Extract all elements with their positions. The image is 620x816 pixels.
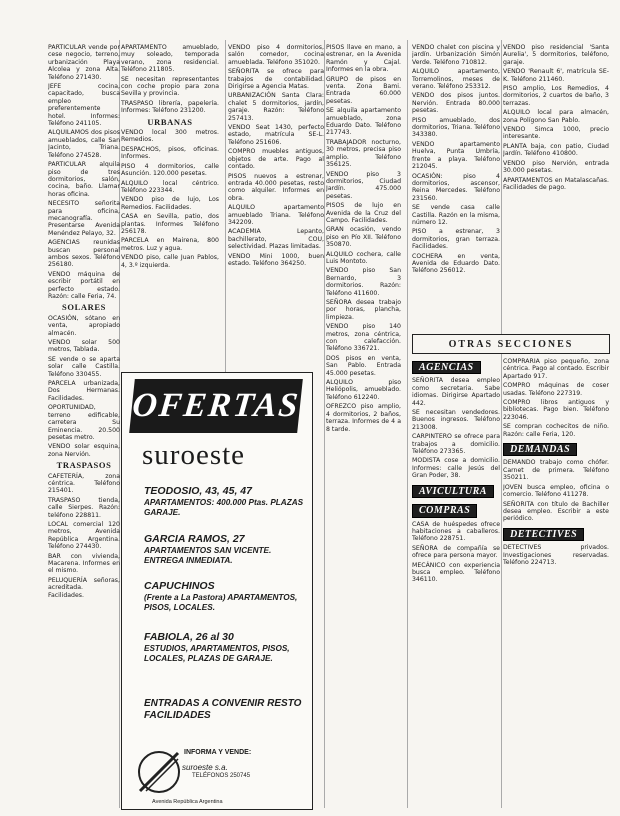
classified-ad: VENDO piso de lujo, Los Remedios. Facilidades. — [121, 196, 219, 211]
ad-description: (Frente a La Pastora) APARTAMENTOS, PISOS, LOCALES. — [144, 593, 298, 612]
classified-ad: ALQUILO local céntrico. Teléfono 223344. — [121, 179, 219, 194]
classified-ad: VENDO 'Renault 6', matrícula SE-K. Teléfono 211460. — [503, 68, 609, 83]
badge-compras: COMPRAS — [412, 504, 477, 517]
classified-ad: VENDO piso 4 dormitorios, salón comedor, cocina amueblada. Teléfono 351020. — [228, 44, 324, 66]
column-rule — [407, 40, 408, 808]
classified-ad: SEÑORA de compañía se ofrece para persona mayor. — [412, 544, 500, 560]
classified-ad: CASA de huéspedes ofrece habitaciones a caballeros. Teléfono 228751. — [412, 520, 500, 543]
classified-ad: SE necesitan representantes con coche propio para zona Sevilla y provincia. — [121, 75, 219, 98]
section-urbanas: URBANAS — [147, 116, 193, 127]
badge-agencias: AGENCIAS — [412, 361, 481, 374]
ad-brand: suroeste — [142, 439, 246, 471]
classified-ad: JOVEN busca empleo, oficina o comercio. Teléfono 411278. — [503, 483, 609, 499]
classified-ad: VENDO solar esquina, zona Nervión. — [48, 443, 120, 458]
column-5-lower — [412, 358, 500, 810]
ad-headline: OFERTAS — [129, 379, 303, 433]
classified-ad: PARTICULAR alquila piso de tres dormitorios, salón, cocina, baño. Llamar horas oficina. — [48, 161, 120, 198]
classified-ad: CAFETERÍA, zona céntrica. Teléfono 215401. — [48, 472, 120, 495]
classified-ad: ALQUILO local para almacén, zona Polígono San Pablo. — [503, 109, 609, 124]
classified-ad: CASA en Sevilla, patio, dos plantas. Informes Teléfono 256178. — [121, 213, 219, 235]
classified-ad: PARCELA en Mairena, 800 metros. Luz y agua. — [121, 237, 219, 252]
classified-ad: SEÑORA desea trabajo por horas, plancha, limpieza. — [326, 299, 401, 321]
ad-address: GARCIA RAMOS, 27 — [144, 533, 245, 545]
classified-ad: DESPACHOS, pisos, oficinas. Informes. — [121, 145, 219, 161]
classified-ad: JEFE cocina, capacitado, busca empleo preferentemente hotel. Informes: Teléfono 241105. — [48, 83, 120, 128]
classified-ad: APARTAMENTOS en Matalascañas. Facilidades de pago. — [503, 176, 609, 191]
classified-ad: SEÑORITA se ofrece para trabajos de contabilidad. Dirigirse a Agencia Matas. — [228, 68, 324, 91]
classified-ad: DETECTIVES privados. Investigaciones reservadas. Teléfono 224713. — [503, 544, 609, 566]
classified-ad: ALQUILO apartamento amueblado Triana. Teléfono 342209. — [228, 204, 324, 226]
classified-ad: MODISTA cose a domicilio. Informes: calle Jesús del Gran Poder, 38. — [412, 457, 500, 480]
classified-ad: VENDO Simca 1000, precio interesante. — [503, 126, 609, 141]
classified-ad: PARCELA urbanizada, Dos Hermanas. Facilidades. — [48, 380, 120, 402]
classified-ad: TRASPASO librería, papelería. Informes: Teléfono 231200. — [121, 99, 219, 115]
column-1 — [48, 44, 120, 810]
ad-phone: TELÉFONOS 250745 — [192, 773, 251, 779]
classified-ad: PISO 4 dormitorios, calle Asunción. 120.000 pesetas. — [121, 162, 219, 178]
classified-ad: SE necesitan vendedores. Buenos ingresos. Teléfono 213008. — [412, 409, 500, 431]
classified-ad: LOCAL comercial 120 metros, Avenida República Argentina. Teléfono 274430. — [48, 520, 120, 551]
classified-ad: SE alquila apartamento amueblado, zona Eduardo Dato. Teléfono 217743. — [326, 107, 401, 137]
classified-ad: PISO amplio, Los Remedios, 4 dormitorios, 2 cuartos de baño, 3 terrazas. — [503, 85, 609, 107]
ad-description: APARTAMENTOS: 400.000 Ptas. PLAZAS GARAJE. — [144, 498, 304, 517]
ad-contact-company: suroeste s.a. — [182, 763, 228, 772]
classified-ad: VENDO máquina de escribir portátil en perfecto estado. Razón: calle Feria, 74. — [48, 270, 120, 300]
badge-detectives: DETECTIVES — [503, 528, 584, 541]
badge-demandas: DEMANDAS — [503, 443, 577, 456]
classified-ad: OPORTUNIDAD, terreno edificable, carretera Su Eminencia. 20.500 pesetas metro. — [48, 404, 120, 441]
classified-ad: VENDO piso 140 metros, zona céntrica, con calefacción. Teléfono 336721. — [326, 323, 401, 353]
classified-ad: CARPINTERO se ofrece para trabajos a domicilio. Teléfono 273365. — [412, 433, 500, 456]
classified-ad: SE vende o se aparta solar calle Castilla. Teléfono 330455. — [48, 355, 120, 378]
classified-ad: VENDO piso San Bernardo, 3 dormitorios. Razón: Teléfono 411600. — [326, 267, 401, 297]
classified-ad: ALQUILAMOS dos pisos amueblados, calle San Jacinto, Triana. Teléfono 274528. — [48, 129, 120, 159]
classified-ad: COMPRARÍA piso pequeño, zona céntrica. Pago al contado. Escribir Apartado 917. — [503, 358, 609, 380]
classified-ad: OCASIÓN, sótano en venta, apropiado almacén. — [48, 314, 120, 337]
column-4 — [326, 44, 401, 810]
classified-ad: APARTAMENTO amueblado, muy soleado, temporada verano, zona residencial. Teléfono 211805. — [121, 44, 219, 74]
classified-ad: PELUQUERÍA señoras, acreditada. Facilidades. — [48, 576, 120, 599]
otras-secciones-banner: OTRAS SECCIONES — [412, 334, 610, 354]
classified-ad: PISOS llave en mano, a estrenar, en la Avenida Ramón y Cajal. Informes en la obra. — [326, 44, 401, 74]
classified-ad: VENDO piso 3 dormitorios, Ciudad Jardín. 475.000 pesetas. — [326, 170, 401, 200]
classified-ad: PISOS de lujo en Avenida de la Cruz del Campo. Facilidades. — [326, 202, 401, 224]
column-rule — [324, 40, 325, 808]
column-2 — [121, 44, 219, 364]
ad-closing: ENTRADAS A CONVENIR RESTO FACILIDADES — [144, 698, 302, 721]
column-rule — [501, 40, 502, 808]
classified-ad: NECESITO señorita para oficina, mecanografía. Presentarse Avenida Menéndez Pelayo, 32. — [48, 200, 120, 237]
ad-footer: Avenida República Argentina — [152, 799, 223, 805]
ad-description: ESTUDIOS, APARTAMENTOS, PISOS, LOCALES, PLAZAS DE GARAJE. — [144, 644, 290, 663]
badge-avicultura: AVICULTURA — [412, 485, 494, 498]
classified-ad: TRABAJADOR nocturno, 30 metros, precisa piso amplio. Teléfono 356125. — [326, 138, 401, 169]
classified-ad: GRUPO de pisos en venta. Zona Bami. Entrada 60.000 pesetas. — [326, 75, 401, 105]
classified-ad: SEÑORITA desea empleo como secretaria. Sabe idiomas. Dirigirse Apartado 442. — [412, 377, 500, 407]
classified-ad: SE vende casa calle Castilla. Razón en la misma, número 12. — [412, 204, 500, 226]
ad-contact-line: INFORMA Y VENDE: — [184, 749, 252, 756]
classified-ad: VENDO piso, calle Juan Pablos, 4, 3.º izquierda. — [121, 254, 219, 269]
classified-ad: ALQUILO cochera, calle Luis Montoto. — [326, 250, 401, 265]
ad-description: APARTAMENTOS SAN VICENTE. ENTREGA INMEDIATA. — [144, 546, 272, 565]
suroeste-advertisement — [121, 372, 313, 810]
column-6 — [503, 44, 609, 328]
classified-ad: AGENCIAS reunidas buscan personal ambos sexos. Teléfono 256180. — [48, 239, 120, 269]
classified-ad: ALQUILO apartamento, Torremolinos, meses de verano. Teléfono 253312. — [412, 68, 500, 91]
classified-ad: DOS pisos en venta, San Pablo. Entrada 45.000 pesetas. — [326, 354, 401, 377]
classified-ad: ALQUILO piso Heliópolis, amueblado. Teléfono 612240. — [326, 379, 401, 401]
classified-ad: URBANIZACIÓN Santa Clara: chalet 5 dormitorios, jardín, garaje. Razón: Teléfono 257413. — [228, 92, 324, 122]
classified-ad: OFREZCO piso amplio, 4 dormitorios, 2 baños, terraza. Informes de 4 a 8 tarde. — [326, 403, 401, 433]
classified-ad: VENDO chalet con piscina y jardín. Urbanización Simón Verde. Teléfono 710812. — [412, 44, 500, 66]
classified-ad: DEMANDO trabajo como chófer. Carnet de primera. Teléfono 350211. — [503, 459, 609, 482]
classified-ad: COMPRO libros antiguos y bibliotecas. Pago bien. Teléfono 223046. — [503, 399, 609, 421]
classified-ad: VENDO solar 500 metros, Tablada. — [48, 339, 120, 354]
classified-ad: VENDO Mini 1000, buen estado. Teléfono 364250. — [228, 252, 324, 267]
classified-ad: MECÁNICO con experiencia busca empleo. Teléfono 346110. — [412, 561, 500, 584]
classified-ad: VENDO local 300 metros. Remedios. — [121, 129, 219, 144]
classified-ad: PISO a estrenar, 3 dormitorios, gran terraza. Facilidades. — [412, 228, 500, 251]
suroeste-logo-icon — [132, 745, 186, 799]
classified-ad: COCHERA en venta, Avenida de Eduardo Dato. Teléfono 256012. — [412, 252, 500, 275]
classified-ad: BAR con vivienda, Macarena. Informes en el mismo. — [48, 552, 120, 575]
classified-ad: VENDO Seat 1430, perfecto estado, matrícula SE-L. Teléfono 251606. — [228, 124, 324, 146]
ad-address: CAPUCHINOS — [144, 580, 215, 592]
classified-ad: TRASPASO tienda, calle Sierpes. Razón: teléfono 228811. — [48, 496, 120, 519]
ad-address: FABIOLA, 26 al 30 — [144, 631, 234, 643]
classified-ad: OCASIÓN: piso 4 dormitorios, ascensor, Reina Mercedes. Teléfono 231560. — [412, 172, 500, 202]
classified-ad: COMPRO muebles antiguos, objetos de arte. Pago al contado. — [228, 148, 324, 171]
classified-ad: PISOS nuevos a estrenar, entrada 40.000 pesetas, resto como alquiler. Informes en obra. — [228, 172, 324, 202]
column-3 — [228, 44, 324, 364]
classified-ad: SEÑORITA con título de Bachiller desea empleo. Escribir a este periódico. — [503, 500, 609, 523]
classified-ad: PARTICULAR vende por cese negocio, terreno, urbanización Playa Alcolea y zona Alta. Teléfono 271430. — [48, 44, 120, 81]
classified-ad: VENDO piso Nervión, entrada 30.000 pesetas. — [503, 159, 609, 175]
classified-ad: ACADEMIA Lepanto, bachillerato, COU, selectividad. Plazas limitadas. — [228, 228, 324, 251]
classified-ad: GRAN ocasión, vendo piso en Pío XII. Teléfono 350870. — [326, 226, 401, 249]
column-5 — [412, 44, 500, 328]
classified-ad: PLANTA baja, con patio, Ciudad Jardín. Teléfono 410800. — [503, 142, 609, 158]
section-solares: SOLARES — [62, 302, 106, 313]
classified-ad: SE compran cochecitos de niño. Razón: calle Feria, 120. — [503, 423, 609, 438]
classified-ad: VENDO piso residencial 'Santa Aurelia', 5 dormitorios, teléfono, garaje. — [503, 44, 609, 66]
classified-ad: VENDO apartamento Huelva, Punta Umbría, frente a playa. Teléfono 212045. — [412, 140, 500, 171]
classified-ad: VENDO dos pisos juntos. Nervión. Entrada 80.000 pesetas. — [412, 92, 500, 115]
column-6-lower — [503, 358, 609, 810]
classified-ad: COMPRO máquinas de coser usadas. Teléfono 227319. — [503, 382, 609, 397]
section-traspasos: TRASPASOS — [56, 460, 112, 471]
classified-ad: PISO amueblado, dos dormitorios, Triana. Teléfono 343380. — [412, 116, 500, 139]
ad-address: TEODOSIO, 43, 45, 47 — [144, 485, 252, 497]
